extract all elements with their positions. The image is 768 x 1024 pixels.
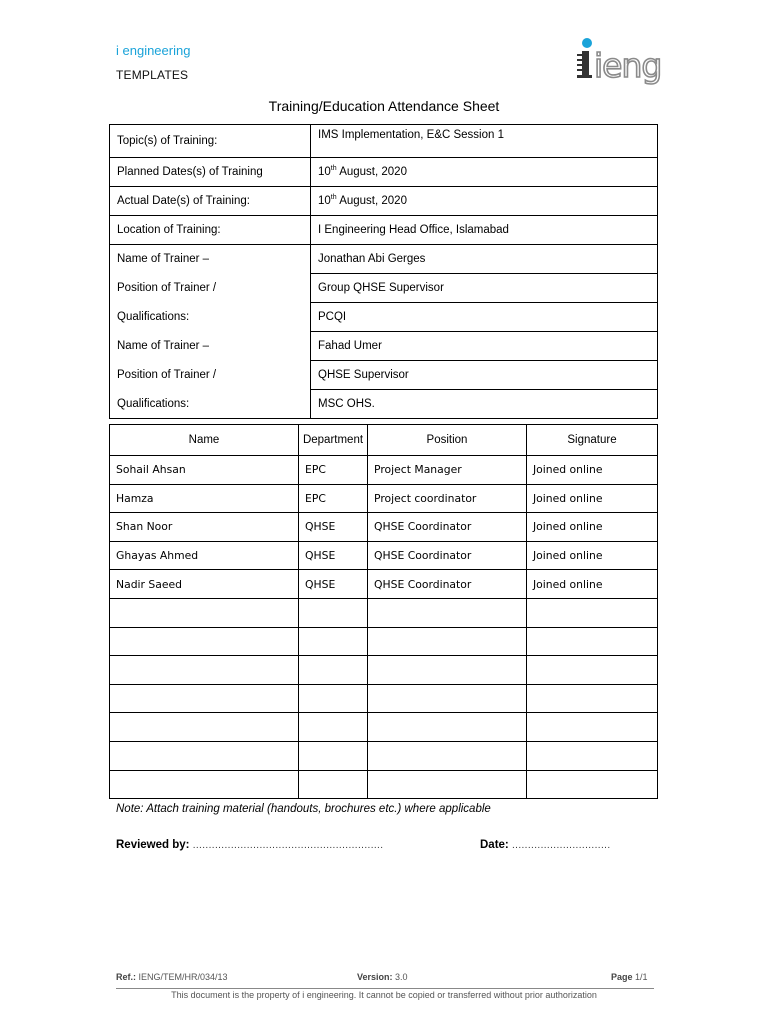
cell-name: Shan Noor bbox=[110, 513, 299, 542]
cell-position: QHSE Coordinator bbox=[368, 513, 527, 542]
topic-value: IMS Implementation, E&C Session 1 bbox=[311, 125, 658, 158]
reviewed-by-line bbox=[116, 839, 383, 851]
version-value: 3.0 bbox=[395, 972, 408, 982]
column-header-name: Name bbox=[110, 425, 299, 456]
cell-signature bbox=[527, 627, 658, 656]
trainer-label: Name of Trainer – bbox=[110, 332, 311, 361]
cell-name: Nadir Saeed bbox=[110, 570, 299, 599]
cell-department bbox=[299, 598, 368, 627]
cell-department bbox=[299, 656, 368, 685]
cell-name bbox=[110, 627, 299, 656]
location-value: I Engineering Head Office, Islamabad bbox=[311, 216, 658, 245]
cell-signature: Joined online bbox=[527, 570, 658, 599]
column-header-department: Department bbox=[299, 425, 368, 456]
cell-signature: Joined online bbox=[527, 456, 658, 485]
trainer-label: Name of Trainer – bbox=[110, 245, 311, 274]
cell-signature bbox=[527, 741, 658, 770]
cell-signature bbox=[527, 684, 658, 713]
cell-position: Project coordinator bbox=[368, 484, 527, 513]
topic-label: Topic(s) of Training: bbox=[110, 125, 311, 158]
table-row bbox=[110, 684, 658, 713]
ref-value: IENG/TEM/HR/034/13 bbox=[138, 972, 228, 982]
cell-department bbox=[299, 627, 368, 656]
property-notice: This document is the property of i engineering. It cannot be copied or transferred without prior authorization bbox=[171, 990, 597, 1000]
cell-department: QHSE bbox=[299, 541, 368, 570]
table-row bbox=[110, 656, 658, 685]
footer-divider bbox=[116, 988, 654, 989]
footer-reference bbox=[116, 972, 228, 982]
section-label: TEMPLATES bbox=[116, 68, 189, 82]
table-row bbox=[110, 541, 658, 570]
reviewed-by-blank: ............................................................ bbox=[192, 840, 384, 851]
cell-department bbox=[299, 713, 368, 742]
cell-signature: Joined online bbox=[527, 541, 658, 570]
cell-position bbox=[368, 598, 527, 627]
cell-name bbox=[110, 656, 299, 685]
cell-department bbox=[299, 684, 368, 713]
cell-department: QHSE bbox=[299, 513, 368, 542]
table-row bbox=[110, 713, 658, 742]
cell-signature bbox=[527, 656, 658, 685]
location-label: Location of Training: bbox=[110, 216, 311, 245]
column-header-signature: Signature bbox=[527, 425, 658, 456]
trainer-value: MSC OHS. bbox=[311, 390, 658, 419]
table-row bbox=[110, 513, 658, 542]
cell-signature bbox=[527, 770, 658, 799]
version-label: Version: bbox=[357, 972, 393, 982]
cell-signature bbox=[527, 598, 658, 627]
planned-date-label: Planned Dates(s) of Training bbox=[110, 158, 311, 187]
cell-position: Project Manager bbox=[368, 456, 527, 485]
attachment-note: Note: Attach training material (handouts, brochures etc.) where applicable bbox=[116, 803, 491, 815]
cell-signature bbox=[527, 713, 658, 742]
cell-name bbox=[110, 741, 299, 770]
page-label: Page bbox=[611, 972, 633, 982]
trainer-value: PCQI bbox=[311, 303, 658, 332]
cell-department bbox=[299, 770, 368, 799]
cell-department bbox=[299, 741, 368, 770]
trainer-value: QHSE Supervisor bbox=[311, 361, 658, 390]
ref-label: Ref.: bbox=[116, 972, 136, 982]
cell-signature: Joined online bbox=[527, 513, 658, 542]
cell-position bbox=[368, 713, 527, 742]
table-row bbox=[110, 484, 658, 513]
cell-department: QHSE bbox=[299, 570, 368, 599]
trainer-label: Qualifications: bbox=[110, 303, 311, 332]
cell-signature: Joined online bbox=[527, 484, 658, 513]
table-row bbox=[110, 627, 658, 656]
footer-page bbox=[611, 972, 648, 982]
cell-position: QHSE Coordinator bbox=[368, 570, 527, 599]
actual-date-value bbox=[311, 187, 658, 216]
date-line bbox=[480, 839, 611, 851]
cell-department: EPC bbox=[299, 456, 368, 485]
cell-position bbox=[368, 770, 527, 799]
cell-name bbox=[110, 598, 299, 627]
cell-name bbox=[110, 713, 299, 742]
planned-date-value bbox=[311, 158, 658, 187]
training-info-table bbox=[109, 124, 658, 419]
actual-date-text: 10th August, 2020 bbox=[318, 194, 407, 208]
cell-position bbox=[368, 684, 527, 713]
table-row bbox=[110, 456, 658, 485]
cell-name: Ghayas Ahmed bbox=[110, 541, 299, 570]
actual-date-label: Actual Date(s) of Training: bbox=[110, 187, 311, 216]
cell-department: EPC bbox=[299, 484, 368, 513]
cell-position: QHSE Coordinator bbox=[368, 541, 527, 570]
date-blank: ............................... bbox=[511, 840, 611, 851]
ieng-logo bbox=[572, 34, 674, 92]
trainer-label: Qualifications: bbox=[110, 390, 311, 419]
table-row bbox=[110, 741, 658, 770]
trainer-value: Jonathan Abi Gerges bbox=[311, 245, 658, 274]
cell-position bbox=[368, 627, 527, 656]
cell-name: Sohail Ahsan bbox=[110, 456, 299, 485]
trainer-value: Fahad Umer bbox=[311, 332, 658, 361]
reviewed-by-label: Reviewed by: bbox=[116, 839, 190, 851]
cell-name: Hamza bbox=[110, 484, 299, 513]
cell-position bbox=[368, 741, 527, 770]
attendance-table bbox=[109, 424, 658, 799]
footer-version bbox=[357, 972, 408, 982]
document-title: Training/Education Attendance Sheet bbox=[268, 98, 500, 114]
brand-name: i engineering bbox=[116, 43, 191, 58]
page-value: 1/1 bbox=[635, 972, 648, 982]
table-row bbox=[110, 570, 658, 599]
cell-position bbox=[368, 656, 527, 685]
date-label: Date: bbox=[480, 839, 509, 851]
logo-wordmark: ieng bbox=[594, 46, 662, 85]
table-row bbox=[110, 598, 658, 627]
cell-name bbox=[110, 684, 299, 713]
trainer-value: Group QHSE Supervisor bbox=[311, 274, 658, 303]
planned-date-text: 10th August, 2020 bbox=[318, 165, 407, 179]
column-header-position: Position bbox=[368, 425, 527, 456]
table-row bbox=[110, 770, 658, 799]
trainer-label: Position of Trainer / bbox=[110, 274, 311, 303]
trainer-label: Position of Trainer / bbox=[110, 361, 311, 390]
cell-name bbox=[110, 770, 299, 799]
